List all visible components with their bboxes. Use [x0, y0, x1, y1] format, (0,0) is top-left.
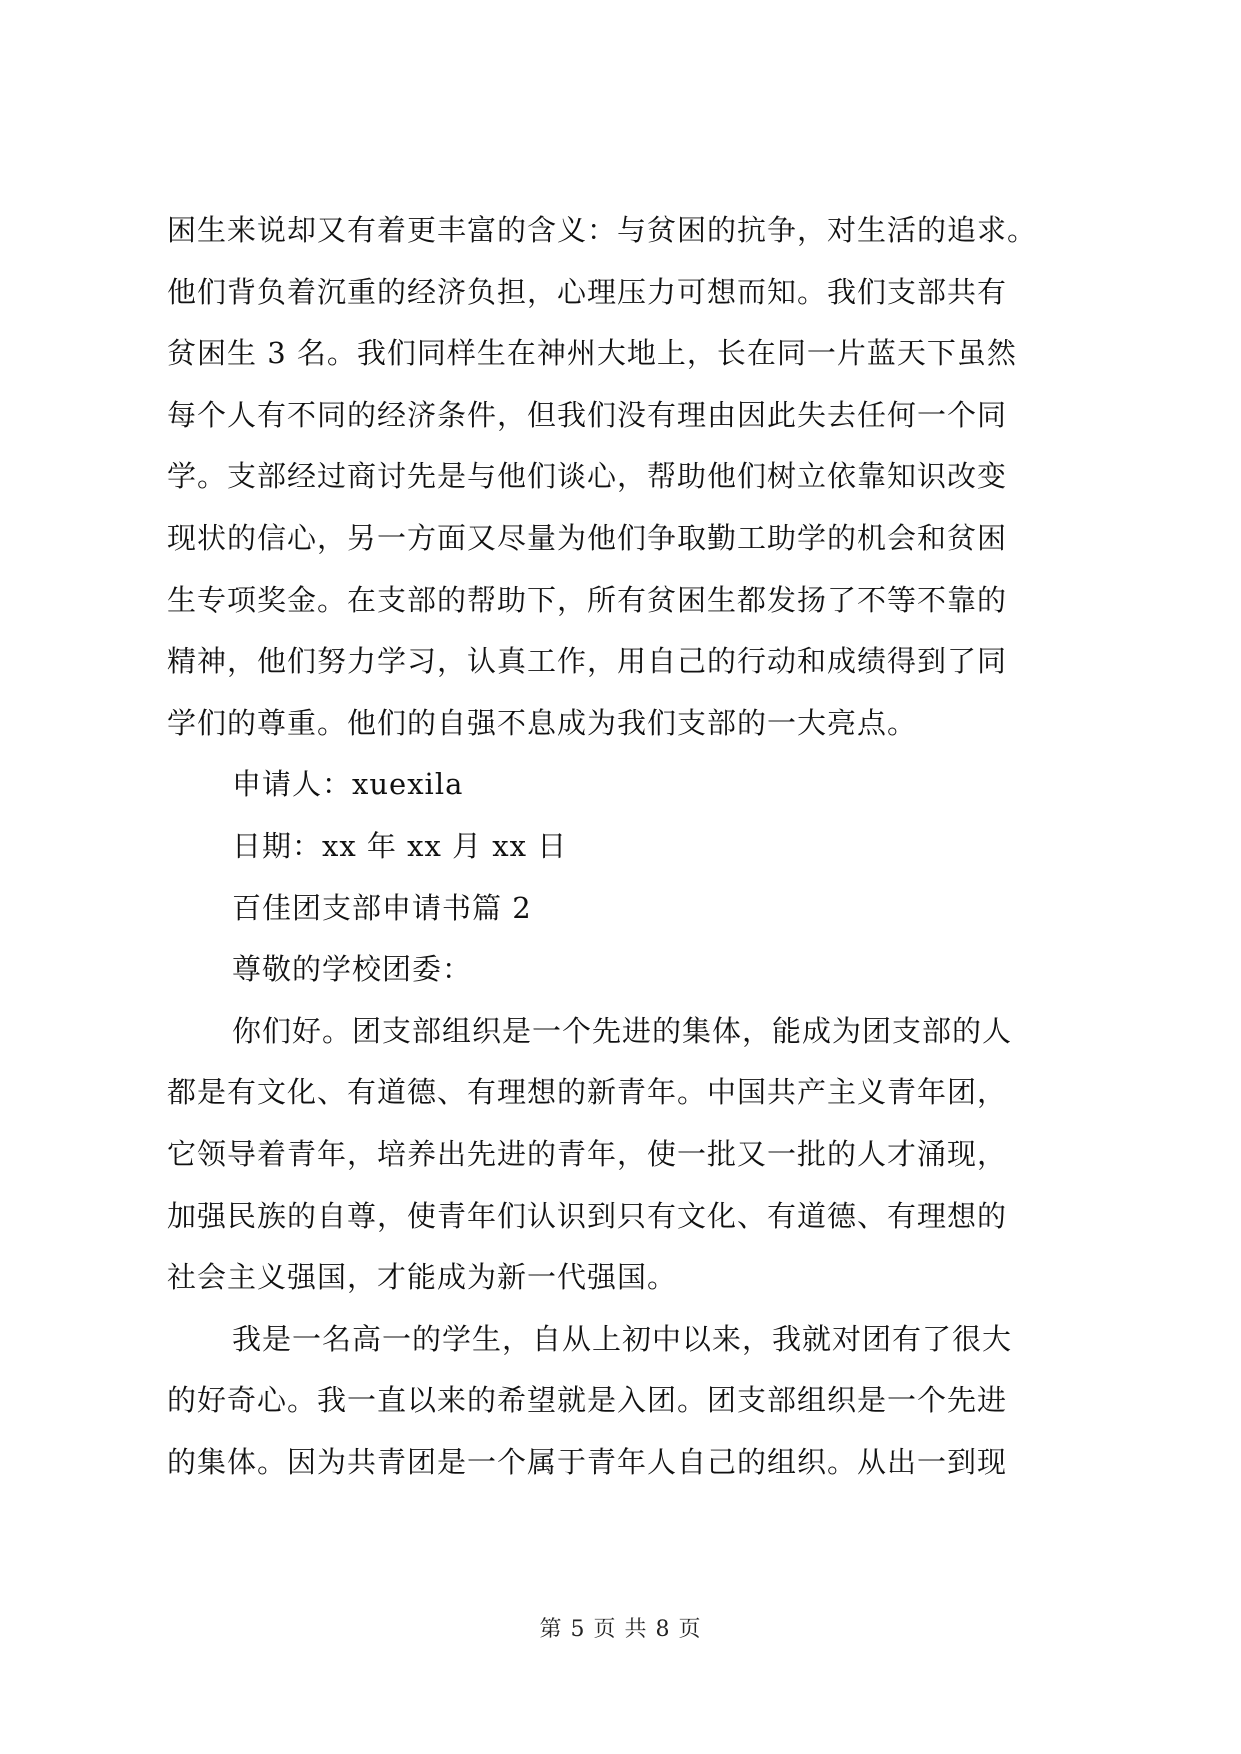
body-text-line: 加强民族的自尊，使青年们认识到只有文化、有道德、有理想的: [167, 1198, 1008, 1233]
body-text-line: 贫困生 3 名。我们同样生在神州大地上，长在同一片蓝天下虽然: [167, 336, 1017, 371]
body-text-line: 困生来说却又有着更丰富的含义：与贫困的抗争，对生活的追求。: [167, 213, 1038, 247]
body-text-line: 社会主义强国，才能成为新一代强国。: [167, 1260, 678, 1295]
body-text-line: 我是一名高一的学生，自从上初中以来，我就对团有了很大: [232, 1321, 1013, 1356]
body-text-line: 学们的尊重。他们的自强不息成为我们支部的一大亮点。: [167, 705, 918, 740]
body-text-line: 他们背负着沉重的经济负担，心理压力可想而知。我们支部共有: [167, 274, 1008, 309]
applicant-line: 申请人：xuexila: [232, 767, 464, 802]
body-text-line: 生专项奖金。在支部的帮助下，所有贫困生都发扬了不等不靠的: [167, 582, 1008, 617]
body-text-line: 每个人有不同的经济条件，但我们没有理由因此失去任何一个同: [167, 397, 1008, 432]
page-number-footer: 第 5 页 共 8 页: [539, 1617, 702, 1642]
body-text-line: 它领导着青年，培养出先进的青年，使一批又一批的人才涌现，: [167, 1136, 1008, 1171]
body-text-line: 你们好。团支部组织是一个先进的集体，能成为团支部的人: [232, 1013, 1013, 1048]
document-body: [167, 200, 1077, 1493]
body-text-line: 的集体。因为共青团是一个属于青年人自己的组织。从出一到现: [167, 1444, 1008, 1479]
body-text-line: 精神，他们努力学习，认真工作，用自己的行动和成绩得到了同: [167, 644, 1008, 679]
body-text-line: 都是有文化、有道德、有理想的新青年。中国共产主义青年团，: [167, 1075, 1008, 1110]
salutation: 尊敬的学校团委：: [232, 952, 473, 987]
date-line: 日期：xx 年 xx 月 xx 日: [232, 828, 568, 863]
section-title: 百佳团支部申请书篇 2: [232, 890, 532, 925]
body-text-line: 学。支部经过商讨先是与他们谈心，帮助他们树立依靠知识改变: [167, 459, 1008, 494]
body-text-line: 的好奇心。我一直以来的希望就是入团。团支部组织是一个先进: [167, 1383, 1008, 1418]
body-text-line: 现状的信心，另一方面又尽量为他们争取勤工助学的机会和贫困: [167, 520, 1008, 555]
